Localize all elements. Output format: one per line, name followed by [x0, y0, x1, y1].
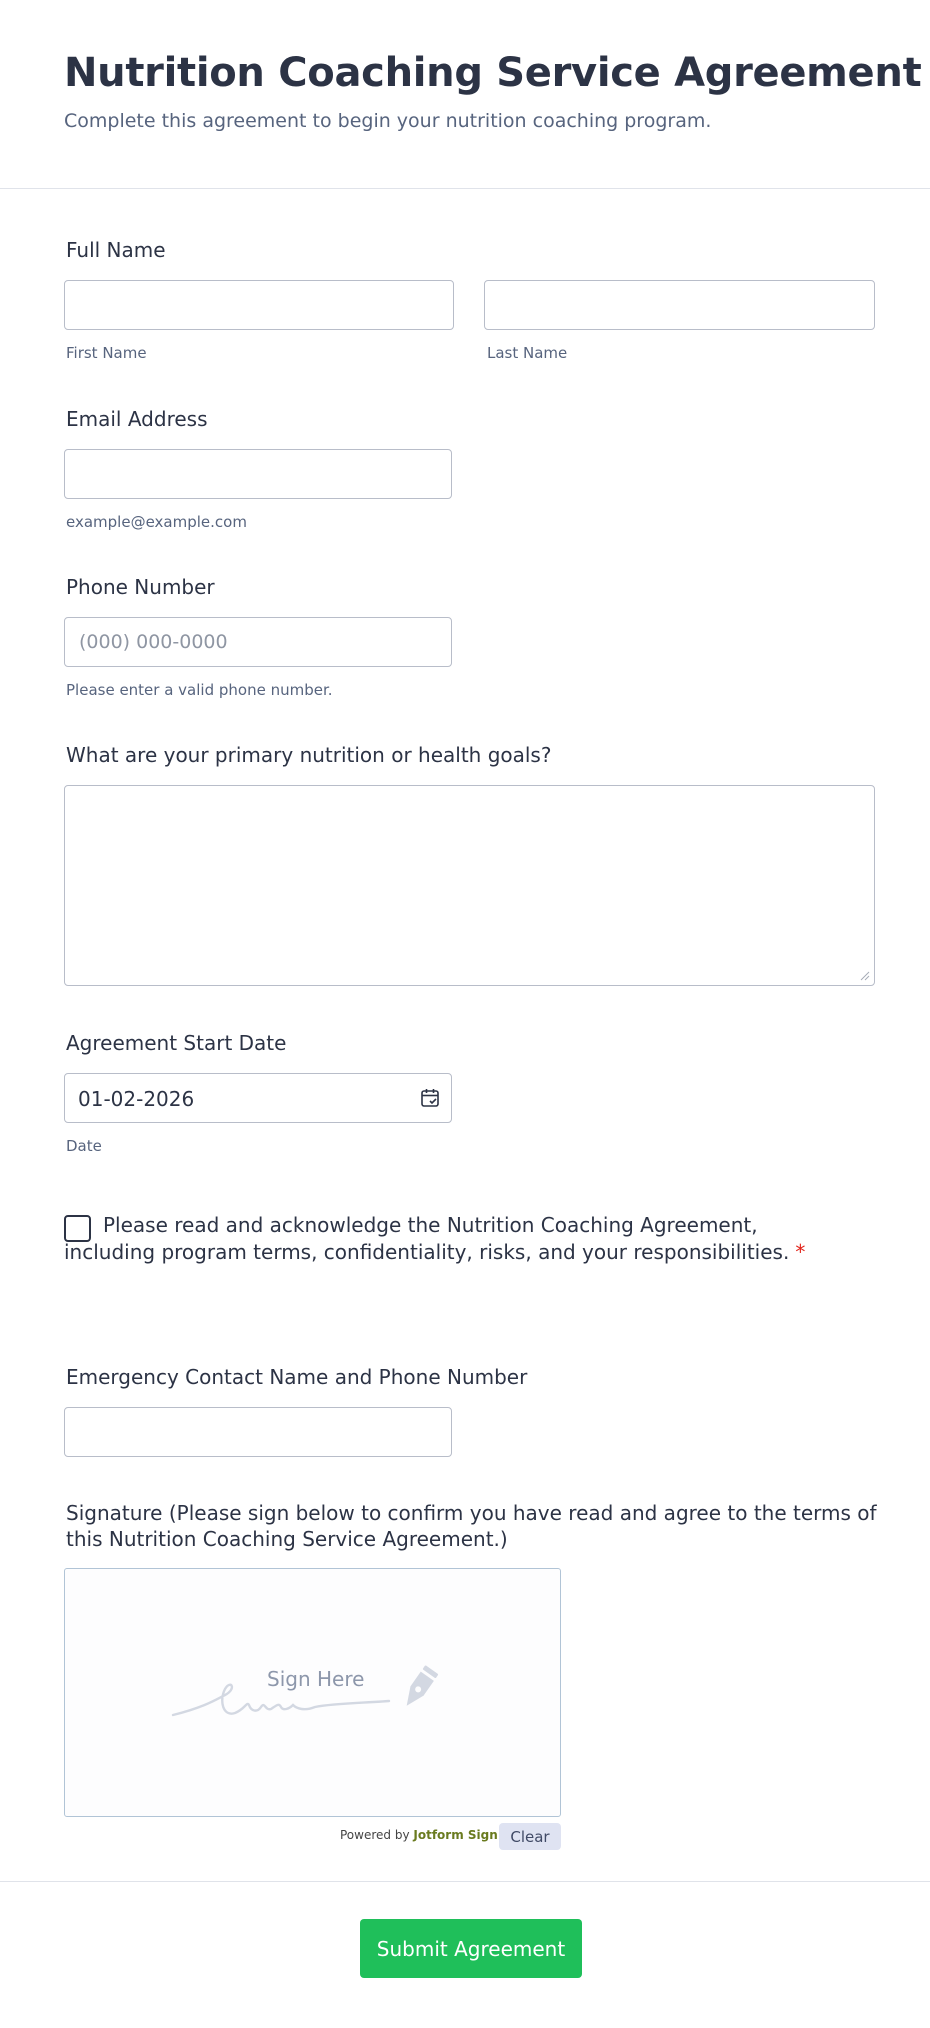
clear-signature-button[interactable]: Clear	[499, 1823, 561, 1850]
consent-checkbox[interactable]	[64, 1215, 91, 1242]
emergency-contact-label: Emergency Contact Name and Phone Number	[66, 1365, 528, 1389]
full-name-label: Full Name	[66, 238, 166, 262]
consent-text-line2-body: including program terms, confidentiality, risks, and your responsibilities.	[64, 1240, 790, 1264]
signature-pad[interactable]	[64, 1568, 561, 1817]
submit-agreement-button[interactable]: Submit Agreement	[360, 1919, 582, 1978]
goals-textarea[interactable]	[64, 785, 875, 986]
phone-label: Phone Number	[66, 575, 215, 599]
phone-sublabel: Please enter a valid phone number.	[66, 681, 333, 699]
footer-divider	[0, 1881, 930, 1882]
consent-text-line1: Please read and acknowledge the Nutrition Coaching Agreement,	[103, 1213, 758, 1237]
last-name-input[interactable]	[484, 280, 875, 330]
email-sublabel: example@example.com	[66, 513, 247, 531]
first-name-input[interactable]	[64, 280, 454, 330]
goals-label: What are your primary nutrition or health goals?	[66, 743, 552, 767]
sign-here-placeholder: Sign Here	[267, 1667, 365, 1691]
start-date-input[interactable]	[64, 1073, 452, 1123]
first-name-sublabel: First Name	[66, 344, 147, 362]
powered-prefix: Powered by	[340, 1828, 410, 1842]
form-subtitle: Complete this agreement to begin your nutrition coaching program.	[64, 110, 712, 132]
calendar-icon[interactable]	[419, 1087, 441, 1109]
email-label: Email Address	[66, 407, 208, 431]
form-title: Nutrition Coaching Service Agreement	[64, 50, 922, 96]
start-date-sublabel: Date	[66, 1137, 102, 1155]
start-date-value: 01-02-2026	[78, 1087, 195, 1111]
consent-text-line2	[64, 1240, 805, 1264]
last-name-sublabel: Last Name	[487, 344, 568, 362]
jotform-sign-brand: Jotform Sign	[413, 1828, 498, 1842]
emergency-contact-input[interactable]	[64, 1407, 452, 1457]
start-date-label: Agreement Start Date	[66, 1031, 287, 1055]
email-input[interactable]	[64, 449, 452, 499]
phone-input[interactable]	[64, 617, 452, 667]
resize-grip-icon[interactable]	[858, 969, 870, 981]
required-asterisk: *	[795, 1240, 806, 1264]
signature-label: Signature (Please sign below to confirm you have read and agree to the terms of this Nutrition Coaching Service Agreement.)	[66, 1501, 877, 1551]
form-header	[0, 0, 930, 189]
powered-by	[340, 1828, 498, 1842]
